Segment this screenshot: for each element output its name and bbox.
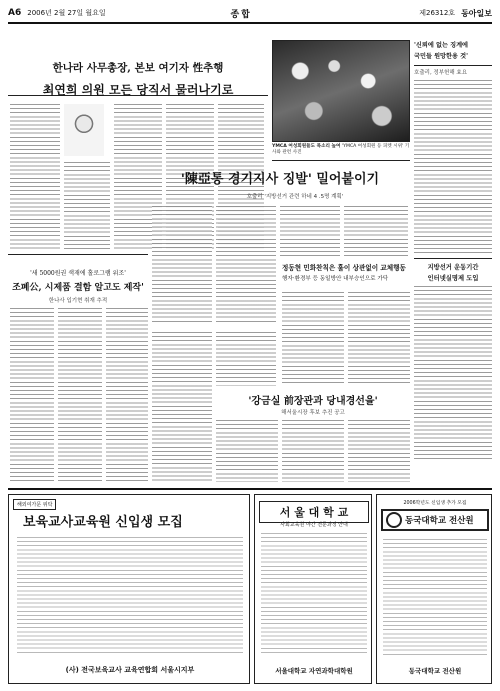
sidebar-byline: 호출리, 정부헌해 효요: [414, 70, 468, 76]
issue-number: 제26312호: [419, 9, 456, 17]
sidebar-head: [414, 40, 492, 66]
left-body-col-3: [106, 306, 148, 482]
sidebar-kicker: '신뢰에 없는 징계에: [414, 42, 469, 49]
sidebar-bottom-subheadline: 인터넷실명제 도입: [427, 275, 479, 282]
mid-body-col-2: [348, 290, 410, 386]
sidebar-bottom-body: [414, 284, 492, 462]
photo-caption-label: YMCA 여성회원들도 목소리 높여: [272, 144, 341, 149]
bottom-body-col-2: [282, 418, 344, 482]
ad-mid-subtitle: 사회교육원 야간 전문과정 안내: [280, 522, 348, 528]
mid-story-subheadline: 행자·환경부 등 동일방안 내부승인으로 가닥: [282, 276, 389, 282]
ad-mid-body: [261, 531, 367, 655]
ad-left-body: [17, 535, 243, 653]
ad-mid-footer: 서울대학교 자연과학대학원: [275, 667, 353, 675]
sidebar-subkicker: 국민들 원망한용 것': [414, 53, 469, 60]
left-story-kicker: '새 5000원권 색재에 홀로그램 위조': [30, 270, 126, 277]
mid-story-head: [282, 262, 410, 282]
dongguk-emblem-icon: [386, 512, 402, 528]
left-story-rule: [8, 254, 148, 255]
ad-mid-title: 서 울 대 학 교: [259, 501, 369, 523]
sidebar-body: [414, 78, 492, 256]
mid-story-headline: 정동현 민화찬칙은 훌이 상관없이 교체행동: [282, 264, 406, 272]
bottom-body-col-3: [348, 418, 410, 482]
sidebar-bottom-headline: 지방선거 운동기간: [427, 264, 479, 271]
photo-caption: [272, 144, 410, 158]
lead-body-col-2: [64, 160, 110, 250]
main-body-col-3: [280, 204, 340, 256]
mid-body-col-1: [282, 290, 344, 386]
ad-nursery-school: [8, 494, 250, 684]
sidebar-bottom-head: [414, 258, 492, 282]
left-body-col-1: [10, 306, 54, 482]
ad-left-title: 보육교사교육원 신입생 모집: [23, 515, 183, 530]
page-header: [8, 6, 492, 20]
main-story-rule: [272, 160, 410, 161]
bottom-body-col-1: [216, 418, 278, 482]
left-story-byline: 한나사 입기현 취재 추적: [48, 298, 108, 304]
page-number: A6: [8, 8, 22, 18]
main-body-col-2: [216, 204, 276, 324]
left-body-col-5: [216, 330, 276, 386]
header-rule: [8, 22, 492, 24]
left-body-col-2: [58, 306, 102, 482]
ad-snu: [254, 494, 372, 684]
ad-dongguk: [376, 494, 492, 684]
lead-headline-box: [8, 58, 268, 96]
news-photo-protest: [272, 40, 410, 142]
main-body-col-1: [152, 204, 212, 324]
ad-right-body: [383, 537, 487, 655]
left-story-headline: 조폐公, 시제품 결함 알고도 제작': [12, 283, 144, 293]
ad-right-footer: 동국대학교 전산원: [408, 667, 462, 675]
main-story-byline: 호출리 '지방선거 관련 하네 4 .5명 계획': [246, 194, 344, 200]
ad-right-banner: [381, 509, 489, 531]
left-body-col-4: [152, 330, 212, 482]
main-story-headline: '陳亞통 경기지사 징발' 밀어붙이기: [180, 172, 380, 187]
section-title: 종합: [230, 9, 252, 20]
lead-kicker: 한나라 사무총장, 본보 여기자 性추행: [52, 62, 224, 74]
portrait-photo: [64, 104, 104, 156]
ad-right-title: 동국대학교 전산원: [405, 516, 474, 526]
bottom-story-byline: 해서울시장 후보 추진 공고: [281, 410, 345, 416]
lead-body-col-1: [10, 102, 60, 250]
ad-divider: [8, 488, 492, 490]
ad-right-tag: 2006학년도 신입생 추가 모집: [403, 501, 467, 506]
page-date: 2006년 2월 27일 월요일: [27, 9, 106, 17]
masthead-logo: 동아일보: [461, 8, 492, 18]
ad-left-tag: 해외여가문 위탁: [13, 499, 56, 510]
main-body-col-4: [344, 204, 408, 256]
bottom-story-headline: '강금실 前장관과 당내경선을': [248, 396, 378, 407]
lead-headline: 최연희 의원 모든 당직서 물러나기로: [42, 83, 234, 97]
ad-left-footer: (사) 전국보육교사 교육연합회 서울시지부: [65, 666, 195, 674]
photo-caption-text: 'YMCA 여성회원 등 피켓 시위' 기사와 관련 사진: [272, 144, 410, 155]
